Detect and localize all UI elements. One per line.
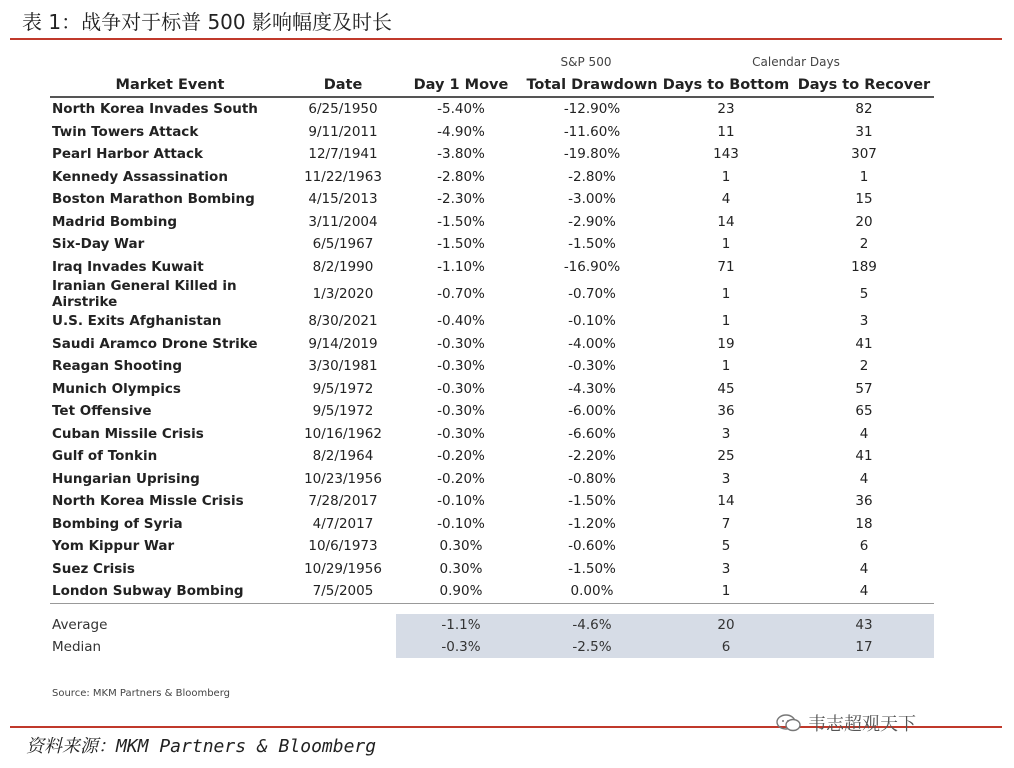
cell-day1: -0.30% <box>437 403 485 420</box>
cell-drawdown: -2.80% <box>568 168 616 185</box>
summary-cell-drawdown: -4.6% <box>526 614 658 636</box>
table-row <box>50 211 934 234</box>
table-row <box>50 166 934 189</box>
cell-date: 11/22/1963 <box>304 168 382 185</box>
cell-drawdown: -4.00% <box>568 335 616 352</box>
cell-day1: -0.10% <box>437 493 485 510</box>
cell-day1: -0.20% <box>437 470 485 487</box>
table-row <box>50 535 934 558</box>
cell-date: 10/6/1973 <box>308 538 378 555</box>
source-note: Source: MKM Partners & Bloomberg <box>52 688 230 699</box>
cell-bottom: 3 <box>721 470 731 487</box>
cell-bottom: 7 <box>721 515 731 532</box>
summary-row <box>50 614 934 636</box>
table-row <box>50 468 934 491</box>
cell-day1: 0.90% <box>396 580 526 603</box>
cell-recover: 2 <box>859 358 869 375</box>
cell-day1: -0.70% <box>437 286 485 302</box>
cell-date: 12/7/1941 <box>308 146 378 163</box>
cell-day1: -0.30% <box>437 425 485 442</box>
cell-date: 4/7/2017 <box>312 515 374 532</box>
cell-recover: 57 <box>855 380 873 397</box>
summary-cell-bottom: 6 <box>658 636 794 658</box>
cell-date: 9/5/1972 <box>312 380 374 397</box>
header-days-to-bottom: Days to Bottom <box>658 74 794 97</box>
summary-cell-recover: 43 <box>794 614 934 636</box>
cell-event: U.S. Exits Afghanistan <box>52 313 222 330</box>
cell-event: Iraq Invades Kuwait <box>52 258 204 275</box>
cell-recover: 65 <box>855 403 873 420</box>
cell-event: Iranian General Killed in Airstrike <box>52 278 237 310</box>
summary-cell-day1: -1.1% <box>396 614 526 636</box>
cell-recover: 41 <box>855 448 873 465</box>
table-row <box>50 558 934 581</box>
table-row <box>50 490 934 513</box>
cell-recover: 2 <box>859 236 869 253</box>
cell-day1: -0.20% <box>437 448 485 465</box>
cell-date: 7/5/2005 <box>290 580 396 603</box>
cell-date: 10/29/1956 <box>304 560 382 577</box>
cell-bottom: 19 <box>717 335 735 352</box>
cell-bottom: 1 <box>658 580 794 603</box>
cell-date: 8/30/2021 <box>308 313 378 330</box>
war-impact-table <box>50 74 934 604</box>
table-row <box>50 121 934 144</box>
cell-event: Pearl Harbor Attack <box>52 146 203 163</box>
cell-date: 1/3/2020 <box>312 286 374 302</box>
table-row <box>50 445 934 468</box>
cell-date: 3/11/2004 <box>308 213 378 230</box>
table-row <box>50 400 934 423</box>
cell-date: 4/15/2013 <box>308 191 378 208</box>
cell-drawdown: -1.20% <box>568 515 616 532</box>
cell-bottom: 14 <box>717 213 735 230</box>
cell-drawdown: -11.60% <box>563 123 621 140</box>
cell-bottom: 4 <box>721 191 731 208</box>
table-row <box>50 423 934 446</box>
page-title: 表 1：战争对于标普 500 影响幅度及时长 <box>22 10 392 34</box>
cell-recover: 3 <box>859 313 869 330</box>
cell-bottom: 5 <box>721 538 731 555</box>
cell-event: Munich Olympics <box>52 380 181 397</box>
cell-date: 8/2/1990 <box>312 258 374 275</box>
cell-recover: 4 <box>794 580 934 603</box>
summary-cell-label: Average <box>52 617 108 633</box>
cell-date: 9/5/1972 <box>312 403 374 420</box>
table-row <box>50 256 934 279</box>
cell-recover: 15 <box>855 191 873 208</box>
cell-drawdown: -6.60% <box>568 425 616 442</box>
cell-day1: -4.90% <box>437 123 485 140</box>
cell-day1: -2.30% <box>437 191 485 208</box>
cell-drawdown: -0.10% <box>568 313 616 330</box>
cell-day1: -2.80% <box>437 168 485 185</box>
cell-event: Reagan Shooting <box>52 358 182 375</box>
cell-event: Bombing of Syria <box>52 515 183 532</box>
table-row <box>50 143 934 166</box>
cell-day1: -1.50% <box>437 236 485 253</box>
cell-day1: -0.10% <box>437 515 485 532</box>
cell-bottom: 25 <box>717 448 735 465</box>
cell-drawdown: -19.80% <box>563 146 621 163</box>
cell-day1: -5.40% <box>437 101 485 118</box>
summary-cell-label: Median <box>52 639 102 655</box>
cell-recover: 5 <box>859 286 869 302</box>
header-days-to-recover: Days to Recover <box>794 74 934 97</box>
cell-day1: -0.40% <box>437 313 485 330</box>
summary-row <box>50 636 934 658</box>
cell-bottom: 45 <box>717 380 735 397</box>
cell-drawdown: -0.70% <box>568 286 616 302</box>
calendar-days-group-label: Calendar Days <box>752 55 840 69</box>
cell-recover: 1 <box>859 168 869 185</box>
cell-day1: 0.30% <box>439 538 483 555</box>
table-row <box>50 580 934 603</box>
cell-recover: 82 <box>855 101 873 118</box>
cell-day1: -0.30% <box>437 380 485 397</box>
cell-date: 10/16/1962 <box>304 425 382 442</box>
cell-drawdown: -4.30% <box>568 380 616 397</box>
cell-recover: 4 <box>859 470 869 487</box>
cell-bottom: 71 <box>717 258 735 275</box>
cell-day1: -0.30% <box>437 335 485 352</box>
cell-recover: 189 <box>851 258 877 275</box>
cell-event: Cuban Missile Crisis <box>52 425 204 442</box>
cell-event: Madrid Bombing <box>52 213 178 230</box>
cell-event: Boston Marathon Bombing <box>52 191 255 208</box>
cell-bottom: 14 <box>717 493 735 510</box>
cell-recover: 6 <box>859 538 869 555</box>
cell-drawdown: -1.50% <box>568 493 616 510</box>
summary-cell-drawdown: -2.5% <box>526 636 658 658</box>
cell-bottom: 1 <box>721 313 731 330</box>
cell-drawdown: -1.50% <box>568 560 616 577</box>
cell-recover: 20 <box>855 213 873 230</box>
cell-date: 10/23/1956 <box>304 470 382 487</box>
table-row <box>50 97 934 121</box>
table-row <box>50 513 934 536</box>
cell-bottom: 36 <box>717 403 735 420</box>
table-row <box>50 310 934 333</box>
cell-event: North Korea Invades South <box>52 101 258 118</box>
cell-day1: 0.30% <box>439 560 483 577</box>
cell-date: 6/25/1950 <box>308 101 378 118</box>
cell-day1: -0.30% <box>437 358 485 375</box>
table-row <box>50 355 934 378</box>
cell-day1: -1.10% <box>437 258 485 275</box>
cell-bottom: 1 <box>721 168 731 185</box>
cell-event: Twin Towers Attack <box>52 123 199 140</box>
header-date: Date <box>290 74 396 97</box>
cell-date: 8/2/1964 <box>312 448 374 465</box>
cell-drawdown: -6.00% <box>568 403 616 420</box>
cell-drawdown: -2.20% <box>568 448 616 465</box>
cell-event: Tet Offensive <box>52 403 152 420</box>
top-divider <box>10 38 1002 40</box>
cell-date: 7/28/2017 <box>308 493 378 510</box>
cell-drawdown: -0.60% <box>568 538 616 555</box>
cell-bottom: 1 <box>721 286 731 302</box>
cell-recover: 31 <box>855 123 873 140</box>
cell-bottom: 23 <box>717 101 735 118</box>
cell-drawdown: 0.00% <box>526 580 658 603</box>
table-row <box>50 378 934 401</box>
cell-event: Kennedy Assassination <box>52 168 228 185</box>
cell-day1: -3.80% <box>437 146 485 163</box>
cell-drawdown: -0.80% <box>568 470 616 487</box>
table-row <box>50 333 934 356</box>
cell-recover: 4 <box>859 425 869 442</box>
cell-recover: 4 <box>859 560 869 577</box>
wechat-icon <box>776 713 802 733</box>
cell-drawdown: -1.50% <box>568 236 616 253</box>
cell-bottom: 3 <box>721 425 731 442</box>
header-day1-move: Day 1 Move <box>396 74 526 97</box>
watermark <box>776 710 916 736</box>
cell-event: North Korea Missle Crisis <box>52 493 244 510</box>
sp500-group-label: S&P 500 <box>560 55 612 69</box>
cell-date: 9/11/2011 <box>308 123 378 140</box>
cell-recover: 41 <box>855 335 873 352</box>
cell-event: Saudi Aramco Drone Strike <box>52 335 258 352</box>
cell-bottom: 1 <box>721 236 731 253</box>
cell-event: London Subway Bombing <box>50 580 290 603</box>
watermark-text: 韦志超观天下 <box>808 714 916 735</box>
cell-drawdown: -0.30% <box>568 358 616 375</box>
summary-cell-bottom: 20 <box>658 614 794 636</box>
cell-event: Six-Day War <box>52 236 145 253</box>
cell-recover: 18 <box>855 515 873 532</box>
table-row <box>50 188 934 211</box>
cell-bottom: 11 <box>717 123 735 140</box>
cell-recover: 36 <box>855 493 873 510</box>
cell-drawdown: -3.00% <box>568 191 616 208</box>
table-row <box>50 278 934 310</box>
cell-drawdown: -16.90% <box>563 258 621 275</box>
cell-bottom: 3 <box>721 560 731 577</box>
cell-bottom: 143 <box>713 146 739 163</box>
header-total-drawdown: Total Drawdown <box>526 74 658 97</box>
cell-bottom: 1 <box>721 358 731 375</box>
cell-date: 3/30/1981 <box>308 358 378 375</box>
cell-event: Yom Kippur War <box>52 538 175 555</box>
cell-event: Hungarian Uprising <box>52 470 200 487</box>
header-market-event: Market Event <box>50 74 290 97</box>
summary-table <box>50 614 934 658</box>
summary-cell-day1: -0.3% <box>396 636 526 658</box>
cell-date: 6/5/1967 <box>312 236 374 253</box>
summary-cell-recover: 17 <box>794 636 934 658</box>
source-caption: 资料来源：MKM Partners & Bloomberg <box>26 736 377 757</box>
cell-day1: -1.50% <box>437 213 485 230</box>
cell-event: Suez Crisis <box>52 560 135 577</box>
table-row <box>50 233 934 256</box>
cell-drawdown: -2.90% <box>568 213 616 230</box>
cell-recover: 307 <box>851 146 877 163</box>
cell-event: Gulf of Tonkin <box>52 448 158 465</box>
cell-drawdown: -12.90% <box>563 101 621 118</box>
table-header-row <box>50 74 934 97</box>
cell-date: 9/14/2019 <box>308 335 378 352</box>
